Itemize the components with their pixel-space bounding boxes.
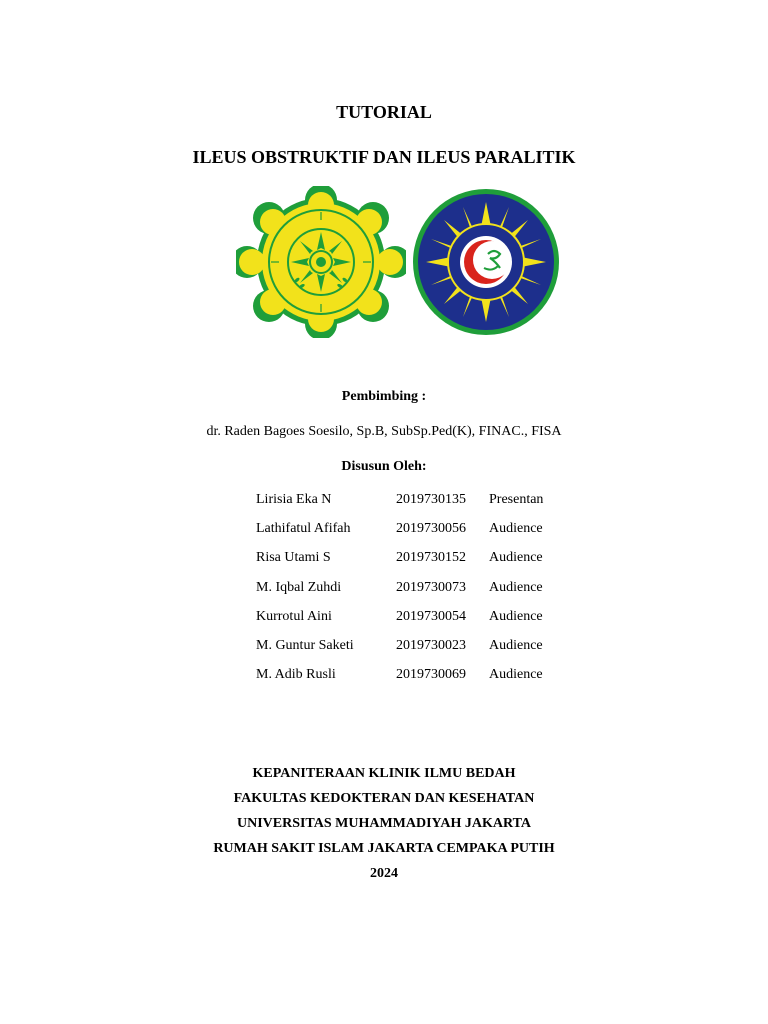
member-nim: 2019730056 <box>396 521 466 537</box>
member-name: Lirisia Eka N <box>256 492 332 507</box>
member-name: M. Guntur Saketi <box>256 637 354 653</box>
fkk-umj-emblem-icon <box>236 186 406 338</box>
footer-line-faculty: FAKULTAS KEDOKTERAN DAN KESEHATAN <box>233 791 535 806</box>
list-item <box>256 667 576 696</box>
member-nim: 2019730152 <box>396 550 466 566</box>
member-role: Audience <box>489 550 543 566</box>
list-item <box>256 638 576 667</box>
pembimbing-label: Pembimbing : <box>341 389 427 404</box>
member-nim: 2019730069 <box>396 667 466 683</box>
member-role: Audience <box>489 637 543 653</box>
member-name: Kurrotul Aini <box>256 608 332 624</box>
document-title: TUTORIAL <box>336 102 432 122</box>
list-item <box>256 492 576 521</box>
member-name: M. Iqbal Zuhdi <box>256 579 342 595</box>
list-item <box>256 609 576 638</box>
logos <box>236 186 576 338</box>
list-item <box>256 521 576 550</box>
footer-line-year: 2024 <box>370 866 398 881</box>
member-role: Audience <box>489 521 543 537</box>
member-list <box>256 492 576 696</box>
member-role: Audience <box>489 667 543 683</box>
institution-footer <box>0 765 768 890</box>
member-role: Audience <box>489 608 543 624</box>
list-item <box>256 550 576 579</box>
member-name: M. Adib Rusli <box>256 667 336 683</box>
disusun-label: Disusun Oleh: <box>341 459 427 474</box>
member-name: Risa Utami S <box>256 550 331 566</box>
pembimbing-name: dr. Raden Bagoes Soesilo, Sp.B, SubSp.Ped(K), FINAC., FISA <box>206 424 562 439</box>
footer-line-hospital: RUMAH SAKIT ISLAM JAKARTA CEMPAKA PUTIH <box>213 841 555 856</box>
footer-line-university: UNIVERSITAS MUHAMMADIYAH JAKARTA <box>236 816 532 831</box>
member-role: Audience <box>489 579 543 595</box>
member-role: Presentan <box>489 492 544 507</box>
list-item <box>256 580 576 609</box>
document-subtitle: ILEUS OBSTRUKTIF DAN ILEUS PARALITIK <box>192 147 576 167</box>
member-nim: 2019730135 <box>396 492 466 507</box>
member-name: Lathifatul Afifah <box>256 521 351 537</box>
rsi-cempaka-putih-emblem-icon <box>404 186 568 338</box>
member-nim: 2019730073 <box>396 579 466 595</box>
member-nim: 2019730054 <box>396 608 466 624</box>
member-nim: 2019730023 <box>396 637 466 653</box>
footer-line-department: KEPANITERAAN KLINIK ILMU BEDAH <box>252 766 516 781</box>
